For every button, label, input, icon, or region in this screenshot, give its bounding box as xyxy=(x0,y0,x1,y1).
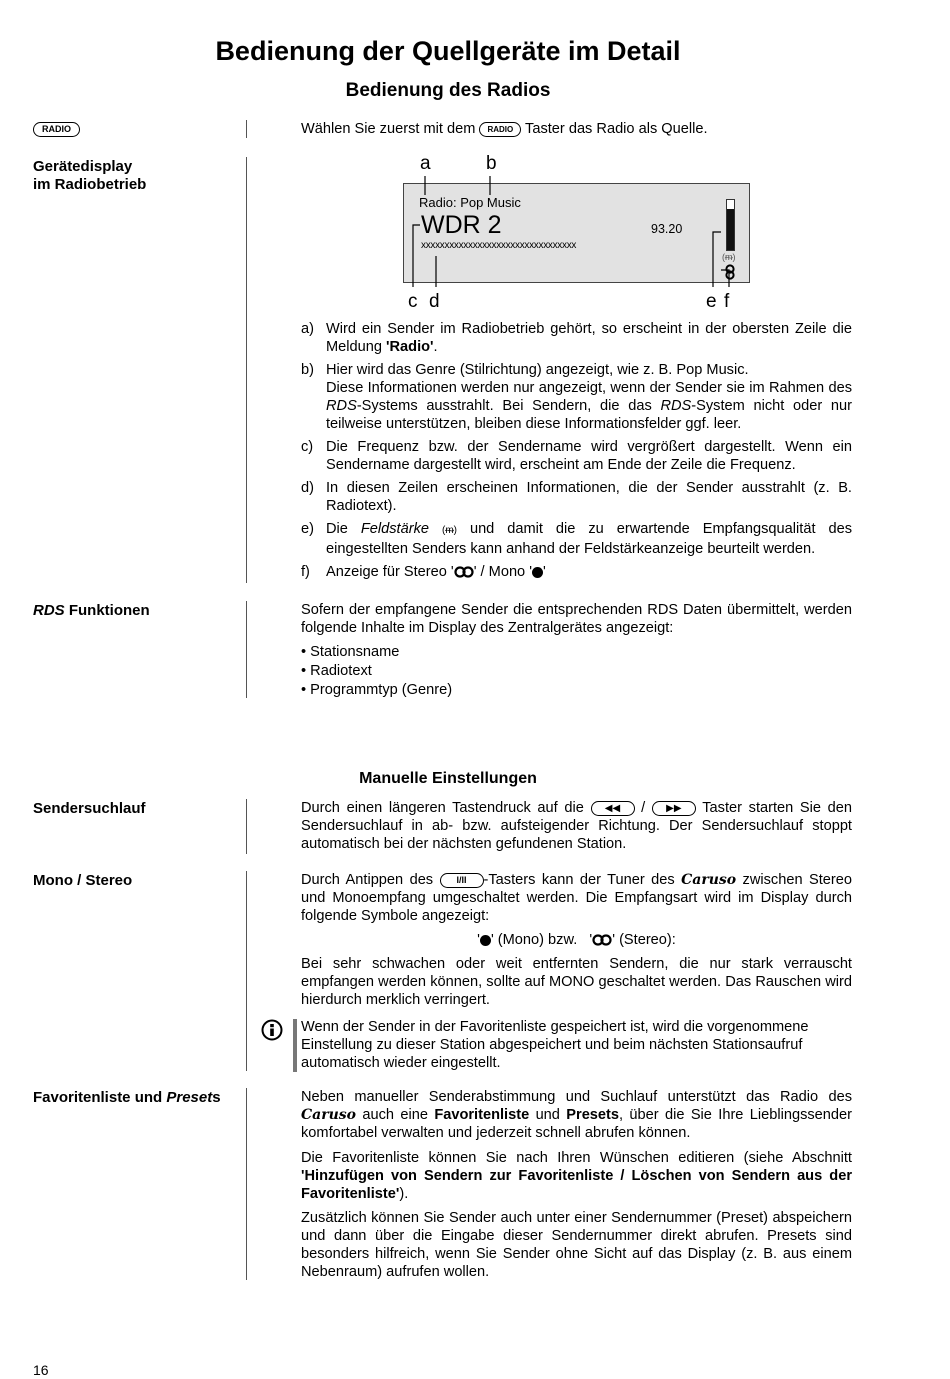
display-item xyxy=(301,320,852,356)
radio-button-icon xyxy=(33,121,80,139)
callout-letter-d: d xyxy=(429,291,440,312)
subsection-title: Manuelle Einstellungen xyxy=(359,770,537,787)
display-item-text: In diesen Zeilen erscheinen Informationen, die der Sender ausstrahlt (z. B. Radiotext). xyxy=(326,480,852,514)
search-text: Durch einen längeren Tastendruck auf die ◀◀ / ▶▶ Taster starten Sie den Sendersuchlauf in ab- bzw. aufsteigender Richtung. Der Sendersuchlauf stoppt automatisch bei der nächsten gefundenen Station. xyxy=(301,800,852,852)
info-icon xyxy=(261,1019,283,1041)
favorites-section-label: Favoritenliste und Presets xyxy=(33,1089,221,1106)
radio-button-inline-icon: RADIO xyxy=(479,122,521,137)
caruso-logo: Caruso xyxy=(301,1107,356,1123)
display-item-marker: c) xyxy=(301,439,314,455)
note-bar xyxy=(293,1019,297,1072)
callout-letter-b: b xyxy=(486,153,497,174)
display-station-name: WDR 2 xyxy=(421,211,502,239)
display-item xyxy=(301,520,852,558)
display-item-text: Die Frequenz bzw. der Sendername wird vergrößert dargestellt. Wenn ein Sendername dargestellt wird, erscheint am Ende der Zeile die Frequenz. xyxy=(326,439,852,473)
display-item xyxy=(301,438,852,474)
rds-bullet-item: • Radiotext xyxy=(301,663,372,679)
page-number: 16 xyxy=(33,1362,49,1378)
divider xyxy=(246,1088,247,1280)
display-frequency: 93.20 xyxy=(651,222,683,236)
section-title: Bedienung des Radios xyxy=(345,80,551,101)
rds-bullet-item: • Stationsname xyxy=(301,644,400,660)
display-item-text: Anzeige für Stereo ' ' / Mono ' ' xyxy=(326,564,546,580)
mono-stereo-symbols: ' ' (Mono) bzw. ' ' (Stereo): xyxy=(477,932,676,948)
rds-bullet-list xyxy=(301,643,852,700)
mono-advice-text: Bei sehr schwachen oder weit entfernten Sendern, die nur stark verrauscht empfangen werden können, sollte auf MONO geschaltet werden. Das Rauschen wird hierdurch merklich verringert. xyxy=(301,956,852,1008)
rds-text: Sofern der empfangene Sender die entsprechenden RDS Daten übermittelt, werden folgende Inhalte im Display des Zentralgerätes angezeigt: xyxy=(301,602,852,636)
display-item xyxy=(301,361,852,433)
rds-section-label: RDS Funktionen xyxy=(33,602,150,619)
display-radiotext: xxxxxxxxxxxxxxxxxxxxxxxxxxxxxxxxx xyxy=(421,240,577,251)
display-item-marker: f) xyxy=(301,564,310,580)
fast-forward-button-icon: ▶▶ xyxy=(652,801,696,816)
radio-intro-text: Wählen Sie zuerst mit dem RADIO Taster das Radio als Quelle. xyxy=(301,121,708,137)
display-item-text: Hier wird das Genre (Stilrichtung) angezeigt, wie z. B. Pop Music. Diese Informationen werden nur angezeigt, wenn der Sender sie im Rahmen des RDS-Systems ausstrahlt. Bei Sendern, die das RDS-System nicht oder nur teilweise unterstützen, bleiben diese Informationsfelder ggf. leer. xyxy=(326,362,852,432)
display-item xyxy=(301,479,852,515)
callout-letter-e: e xyxy=(706,291,717,312)
favorites-text-1: Neben manueller Senderabstimmung und Suchlauf unterstützt das Radio des Caruso auch eine Favoritenliste und Presets, über die Sie Ihre Lieblingssender komfortabel verwalten und jederzeit schnell abrufen können. xyxy=(301,1089,852,1141)
caruso-logo: Caruso xyxy=(681,872,737,888)
display-item-marker: a) xyxy=(301,321,314,337)
display-item xyxy=(301,563,852,581)
display-item-text: Die Feldstärke (ᵯ) und damit die zu erwartende Empfangsqualität des eingestellten Senders kann anhand der Feldstärkeanzeige beurteilt werden. xyxy=(326,521,852,557)
mono-icon xyxy=(480,935,491,946)
callout-letter-c: c xyxy=(408,291,418,312)
stereo-symbol-icon xyxy=(592,934,612,946)
callout-letter-a: a xyxy=(420,153,431,174)
display-item-marker: b) xyxy=(301,362,314,378)
favorites-text-2: Die Favoritenliste können Sie nach Ihren Wünschen editieren (siehe Abschnitt 'Hinzufügen von Sendern zur Favoritenliste / Löschen von Sendern aus der Favoritenliste'). xyxy=(301,1150,852,1202)
display-section-label: Gerätedisplay im Radiobetrieb xyxy=(33,158,147,193)
search-section-label: Sendersuchlauf xyxy=(33,800,146,817)
display-source-line: Radio: Pop Music xyxy=(419,195,521,210)
radio-button-label: RADIO xyxy=(33,122,80,137)
rds-bullet-item: • Programmtyp (Genre) xyxy=(301,682,453,698)
rewind-button-icon: ◀◀ xyxy=(591,801,635,816)
display-item-text: Wird ein Sender im Radiobetrieb gehört, so erscheint in der obersten Zeile die Meldung 'Radio'. xyxy=(326,321,852,355)
display-item-marker: d) xyxy=(301,480,314,496)
mono-stereo-section-label: Mono / Stereo xyxy=(33,872,133,889)
mono-stereo-button-icon: I/II xyxy=(440,873,484,888)
divider xyxy=(246,157,247,583)
page-title: Bedienung der Quellgeräte im Detail xyxy=(215,36,681,66)
display-item-marker: e) xyxy=(301,521,314,537)
note-text: Wenn der Sender in der Favoritenliste gespeichert ist, wird die vorgenommene Einstellung zu dieser Station abgespeichert und beim nächsten Stationsaufruf automatisch wieder eingestellt. xyxy=(301,1019,809,1071)
display-item-list xyxy=(301,320,852,586)
antenna-icon: (ᵯ) xyxy=(722,252,736,262)
divider xyxy=(246,799,247,854)
mono-stereo-text: Durch Antippen des I/II -Tasters kann der Tuner des Caruso zwischen Stereo und Monoempfang umgeschaltet werden. Die Empfangsart wird im Display durch folgende Symbole angezeigt: xyxy=(301,872,852,924)
callout-letter-f: f xyxy=(724,291,730,312)
divider xyxy=(246,120,247,138)
divider xyxy=(246,601,247,698)
divider xyxy=(246,871,247,1071)
favorites-text-3: Zusätzlich können Sie Sender auch unter einer Sendernummer (Preset) abspeichern und dann über die Eingabe dieser Sendernummer direkt abrufen. Presets sind besonders hilfreich, wenn Sie Sender ohne Sicht auf das Display (z. B. aus einem Nebenraum) aufrufen wollen. xyxy=(301,1210,852,1280)
device-display-diagram xyxy=(400,150,760,320)
